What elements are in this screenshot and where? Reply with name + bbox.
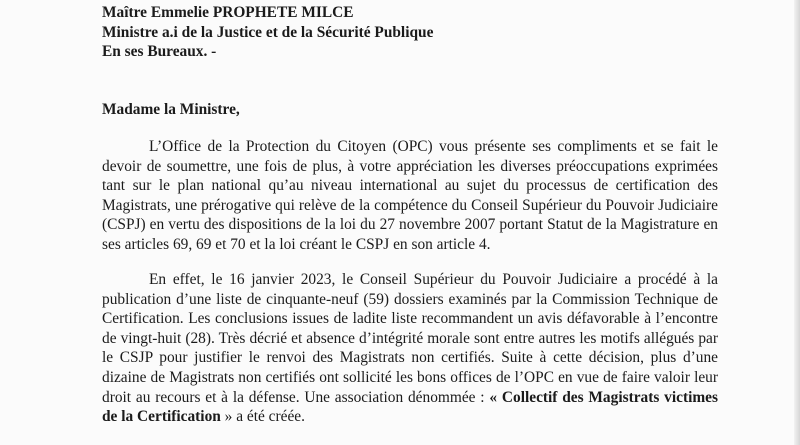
- paragraph-2-text: [102, 270, 718, 427]
- recipient-block: [102, 3, 718, 62]
- association-name: « Collectif des Magistrats victimes de la Certification: [102, 388, 719, 426]
- paragraph-2-tail: » a été créée.: [220, 408, 305, 426]
- recipient-title: Ministre a.i de la Justice et de la Sécurité Publique: [102, 23, 434, 41]
- recipient-location: En ses Bureaux. -: [102, 43, 217, 61]
- body-paragraph-2: [102, 270, 718, 427]
- body-paragraph-1: [102, 137, 718, 255]
- salutation: Madame la Ministre,: [102, 101, 240, 118]
- paragraph-1-text: L’Office de la Protection du Citoyen (OPC) vous présente ses compliments et se fait le devoir de soumettre, une fois de plus, à votre appréciation les diverses préoccupations exprimées tant sur le plan national qu’au niveau international au sujet du processus de certification des Magistrats, une prérogative qui relève de la compétence du Conseil Supérieur du Pouvoir Judiciaire (CSPJ) en vertu des dispositions de la loi du 27 novembre 2007 portant Statut de la Magistrature en ses articles 69, 69 et 70 et la loi créant le CSPJ en son article 4.: [102, 138, 718, 253]
- page-edge: [794, 0, 800, 445]
- paragraph-2-body: En effet, le 16 janvier 2023, le Conseil Supérieur du Pouvoir Judiciaire a procédé à la publication d’une liste de cinquante-neuf (59) dossiers examinés par la Commission Technique de Certification. Les conclusions issues de ladite liste recommandent un avis défavorable à l’encontre de vingt-huit (28). Très décrié et absence d’intégrité morale sont entre autres les motifs allégués par le CSJP pour justifier le renvoi des Magistrats non certifiés. Suite à cette décision, plus d’une dizaine de Magistrats non certifiés ont sollicité les bons offices de l’OPC en vue de faire valoir leur droit au recours et à la défense. Une association dénommée :: [102, 271, 718, 406]
- recipient-name: Maître Emmelie PROPHETE MILCE: [102, 4, 354, 21]
